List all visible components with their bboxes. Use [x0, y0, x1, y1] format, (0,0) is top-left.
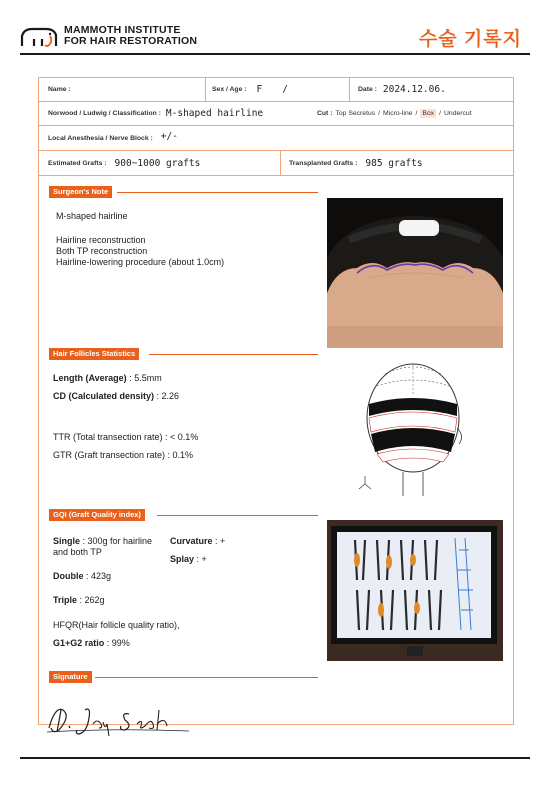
ttr-value: : < 0.1%: [162, 432, 199, 442]
estimated-grafts-value: 900~1000 grafts: [114, 157, 201, 169]
cd-label: CD (Calculated density): [53, 391, 155, 401]
cut-separator: /: [378, 110, 381, 117]
cd-stat: [53, 390, 179, 402]
splay-label: Splay: [170, 554, 195, 564]
graft-monitor-image: [327, 520, 503, 661]
date-label: Date :: [358, 86, 377, 93]
divider: [349, 78, 350, 101]
section-rule: [149, 354, 318, 355]
splay-value: : +: [194, 554, 207, 564]
cut-option-micro-line[interactable]: Micro-line: [383, 110, 413, 117]
transplanted-grafts-value: 985 grafts: [365, 157, 423, 169]
gtr-stat: [53, 449, 193, 461]
curvature-stat: [170, 535, 225, 547]
single-value-cont: and both TP: [53, 547, 102, 557]
single-value: : 300g for hairline: [80, 536, 153, 546]
footer-divider: [20, 757, 530, 759]
classification-label: Norwood / Ludwig / Classification :: [48, 110, 161, 117]
cut-option-undercut[interactable]: Undercut: [444, 110, 472, 117]
sex-value: F: [256, 84, 263, 95]
splay-stat: [170, 553, 207, 565]
name-label: Name :: [48, 86, 71, 93]
logo-line2: FOR HAIR RESTORATION: [64, 35, 198, 47]
sex-age-field[interactable]: [212, 78, 288, 101]
header-divider: [20, 53, 530, 55]
divider: [280, 151, 281, 175]
single-label: Single: [53, 536, 81, 546]
triple-stat: [53, 594, 105, 606]
anesthesia-field[interactable]: [48, 126, 178, 150]
length-label: Length (Average): [53, 373, 127, 383]
classification-value: M-shaped hairline: [165, 108, 264, 119]
estimated-grafts-field[interactable]: [48, 151, 200, 175]
length-stat: [53, 372, 162, 384]
gtr-value: : 0.1%: [165, 450, 194, 460]
graft-monitor-photo: [327, 520, 503, 661]
follicle-stats-tag: Hair Follicles Statistics: [49, 348, 139, 360]
handwritten-signature-icon: [45, 698, 195, 738]
g1g2-stat: [53, 637, 130, 649]
sex-age-label: Sex / Age :: [212, 86, 247, 93]
cd-value: : 2.26: [154, 391, 180, 401]
name-field[interactable]: [48, 78, 77, 101]
double-stat: [53, 570, 111, 582]
cut-option-top-secretus[interactable]: Top Secretus: [335, 110, 376, 117]
row-name-sex-date: [39, 78, 513, 102]
surgeons-note-line: Both TP reconstruction: [56, 246, 148, 256]
gtr-label: GTR (Graft transection rate): [53, 450, 166, 460]
surgeons-note-line: Hairline reconstruction: [56, 235, 146, 245]
curvature-value: : +: [212, 536, 226, 546]
triple-value: : 262g: [77, 595, 105, 605]
hairline-photo: [327, 198, 503, 348]
hfqr-label: HFQR(Hair follicle quality ratio),: [53, 620, 180, 630]
transplanted-grafts-field[interactable]: [289, 151, 423, 175]
date-field[interactable]: [358, 78, 446, 101]
section-rule: [157, 515, 318, 516]
cut-separator: /: [439, 110, 442, 117]
ttr-stat: [53, 431, 198, 443]
gqi-tag: GQI (Graft Quality index): [49, 509, 145, 521]
hairline-photo-image: [327, 198, 503, 348]
date-value: 2024.12.06.: [382, 84, 446, 95]
mammoth-logo-icon: [20, 26, 60, 48]
surgeons-note-tag: Surgeon's Note: [49, 186, 112, 198]
section-rule: [95, 677, 318, 678]
section-rule: [117, 192, 318, 193]
cut-field: [317, 102, 472, 125]
surgery-record-form: [38, 77, 514, 725]
surgeons-note-line: Hairline-lowering procedure (about 1.0cm): [56, 257, 225, 267]
hfqr-stat: [53, 619, 180, 631]
logo-line1: MAMMOTH INSTITUTE: [64, 24, 181, 36]
classification-field[interactable]: [48, 102, 263, 125]
cut-label: Cut :: [317, 110, 333, 117]
estimated-grafts-label: Estimated Grafts :: [48, 159, 107, 167]
document-header: [20, 22, 530, 54]
logo-text: [64, 25, 197, 47]
single-stat-cont: [53, 546, 102, 558]
surgeons-note-title: M-shaped hairline: [56, 211, 128, 221]
anesthesia-label: Local Anesthesia / Nerve Block :: [48, 134, 153, 142]
g1g2-label: G1+G2 ratio: [53, 638, 105, 648]
row-anesthesia: [39, 126, 513, 151]
transplanted-grafts-label: Transplanted Grafts :: [289, 159, 358, 167]
signature-tag: Signature: [49, 671, 92, 683]
triple-label: Triple: [53, 595, 78, 605]
g1g2-value: : 99%: [104, 638, 130, 648]
signature-image: [45, 698, 195, 738]
curvature-label: Curvature: [170, 536, 213, 546]
row-grafts: [39, 151, 513, 176]
anesthesia-value: +/-: [160, 130, 178, 142]
head-diagram-image: [357, 356, 469, 500]
document-title: 수술 기록지: [418, 29, 522, 50]
cut-option-box-selected[interactable]: Box: [422, 110, 435, 117]
double-value: : 423g: [83, 571, 112, 581]
row-classification: [39, 102, 513, 126]
sex-age-separator: /: [282, 84, 288, 95]
double-label: Double: [53, 571, 84, 581]
divider: [205, 78, 206, 101]
length-value: : 5.5mm: [126, 373, 162, 383]
ttr-label: TTR (Total transection rate): [53, 432, 163, 442]
donor-area-diagram: [357, 356, 469, 500]
cut-separator: /: [415, 110, 418, 117]
